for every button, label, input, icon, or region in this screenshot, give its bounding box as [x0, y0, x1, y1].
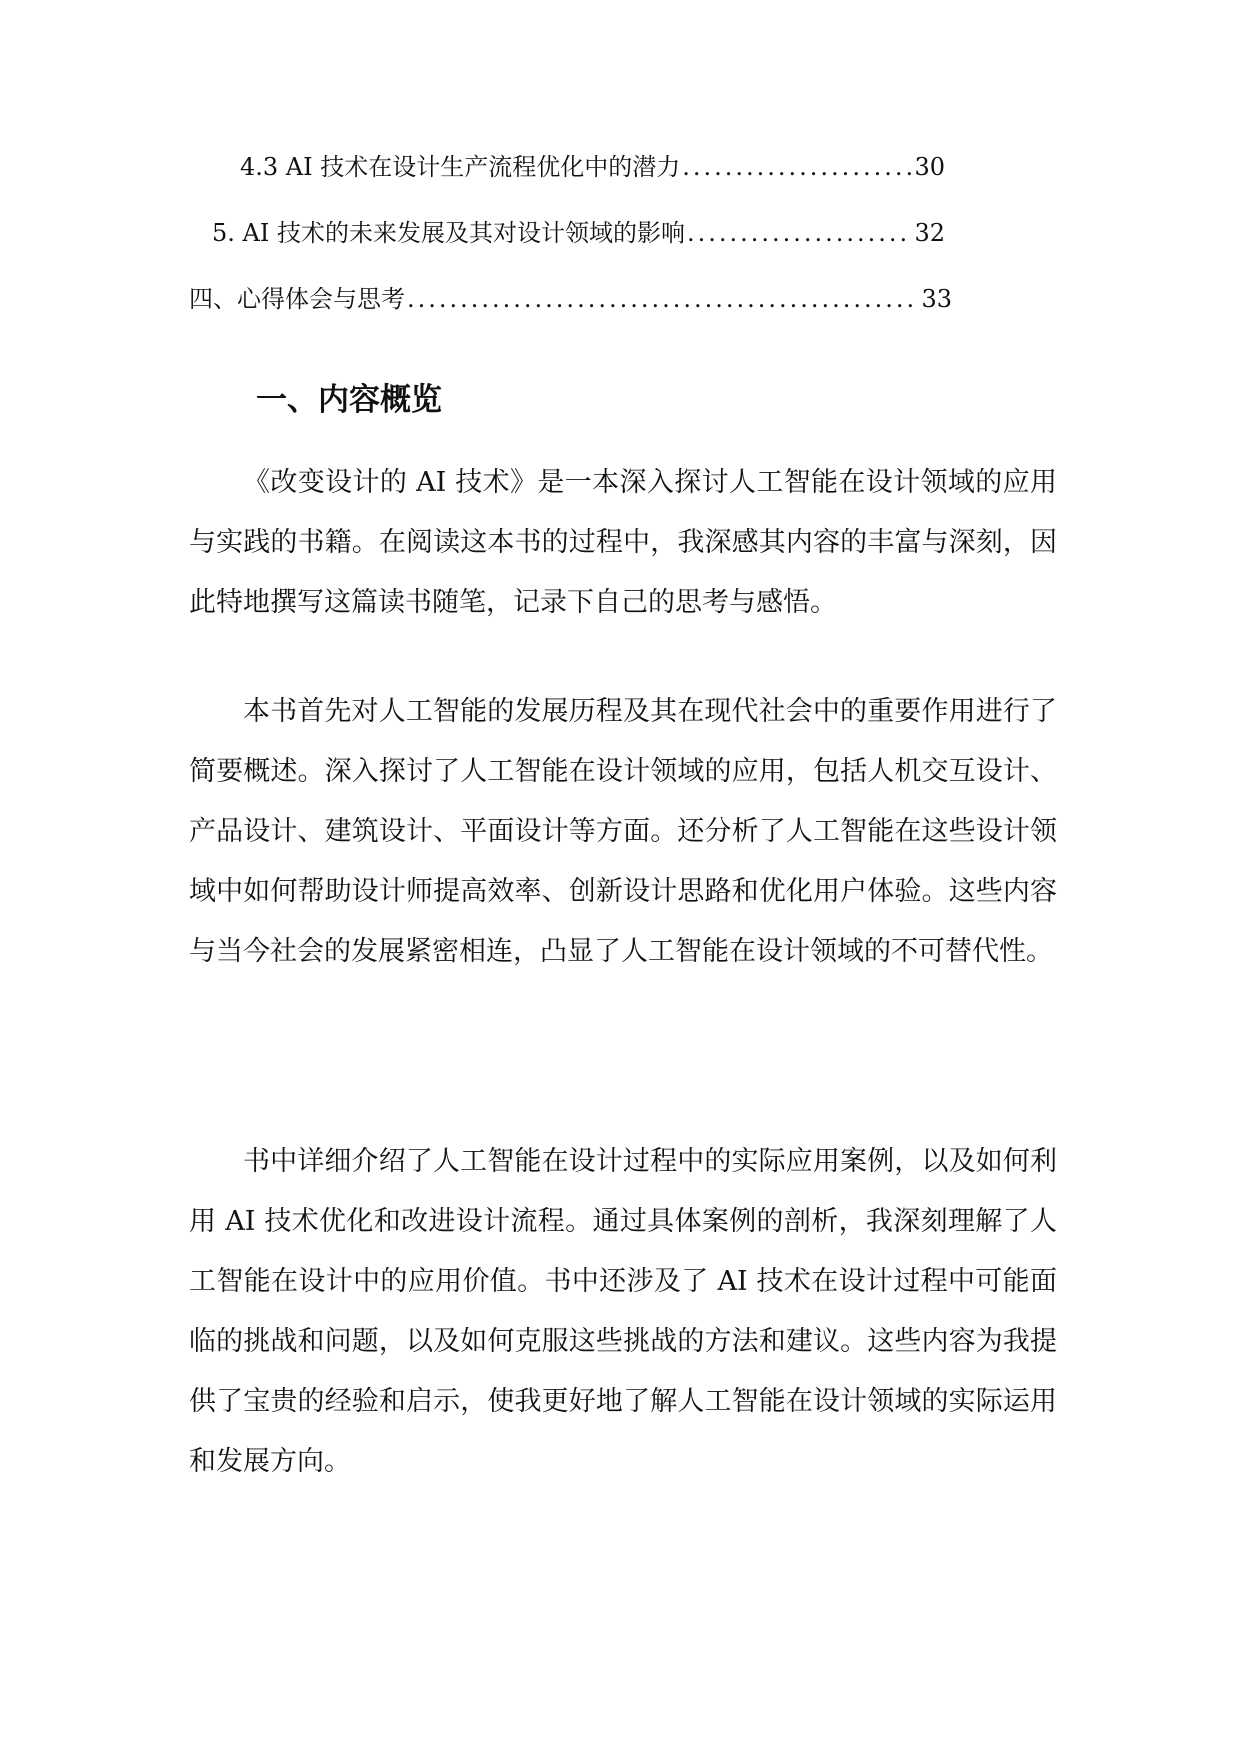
toc-entry[interactable] — [240, 152, 945, 182]
toc-dot-leader — [687, 218, 912, 248]
toc-entry-label: 4.3 AI 技术在设计生产流程优化中的潜力 — [240, 153, 681, 181]
section-heading: 一、内容概览 — [256, 382, 442, 418]
toc-page-number: 32 — [914, 219, 945, 247]
toc-entry-label: 5. AI 技术的未来发展及其对设计领域的影响 — [212, 219, 685, 247]
body-paragraph: 书中详细介绍了人工智能在设计过程中的实际应用案例，以及如何利用 AI 技术优化和改进设计流程。通过具体案例的剖析，我深刻理解了人工智能在设计中的应用价值。书中还涉及了 AI 技术在设计过程中可能面临的挑战和问题，以及如何克服这些挑战的方法和建议。这些内容为我提供了宝贵的经验和启示，使我更好地了解人工智能在设计领域的实际运用和发展方向。 — [189, 1146, 1057, 1477]
toc-entry[interactable] — [212, 218, 945, 248]
toc-page-number: 30 — [914, 153, 945, 181]
toc-dot-leader — [682, 152, 912, 182]
toc-page-number: 33 — [921, 285, 952, 313]
body-paragraph: 本书首先对人工智能的发展历程及其在现代社会中的重要作用进行了简要概述。深入探讨了人工智能在设计领域的应用，包括人机交互设计、产品设计、建筑设计、平面设计等方面。还分析了人工智能在这些设计领域中如何帮助设计师提高效率、创新设计思路和优化用户体验。这些内容与当今社会的发展紧密相连，凸显了人工智能在设计领域的不可替代性。 — [189, 696, 1057, 967]
toc-entry-label: 四、心得体会与思考 — [189, 285, 405, 313]
toc-entry[interactable] — [189, 284, 952, 314]
toc-dot-leader — [407, 284, 919, 314]
body-paragraph: 《改变设计的 AI 技术》是一本深入探讨人工智能在设计领域的应用与实践的书籍。在阅读这本书的过程中，我深感其内容的丰富与深刻，因此特地撰写这篇读书随笔，记录下自己的思考与感悟。 — [189, 467, 1057, 618]
